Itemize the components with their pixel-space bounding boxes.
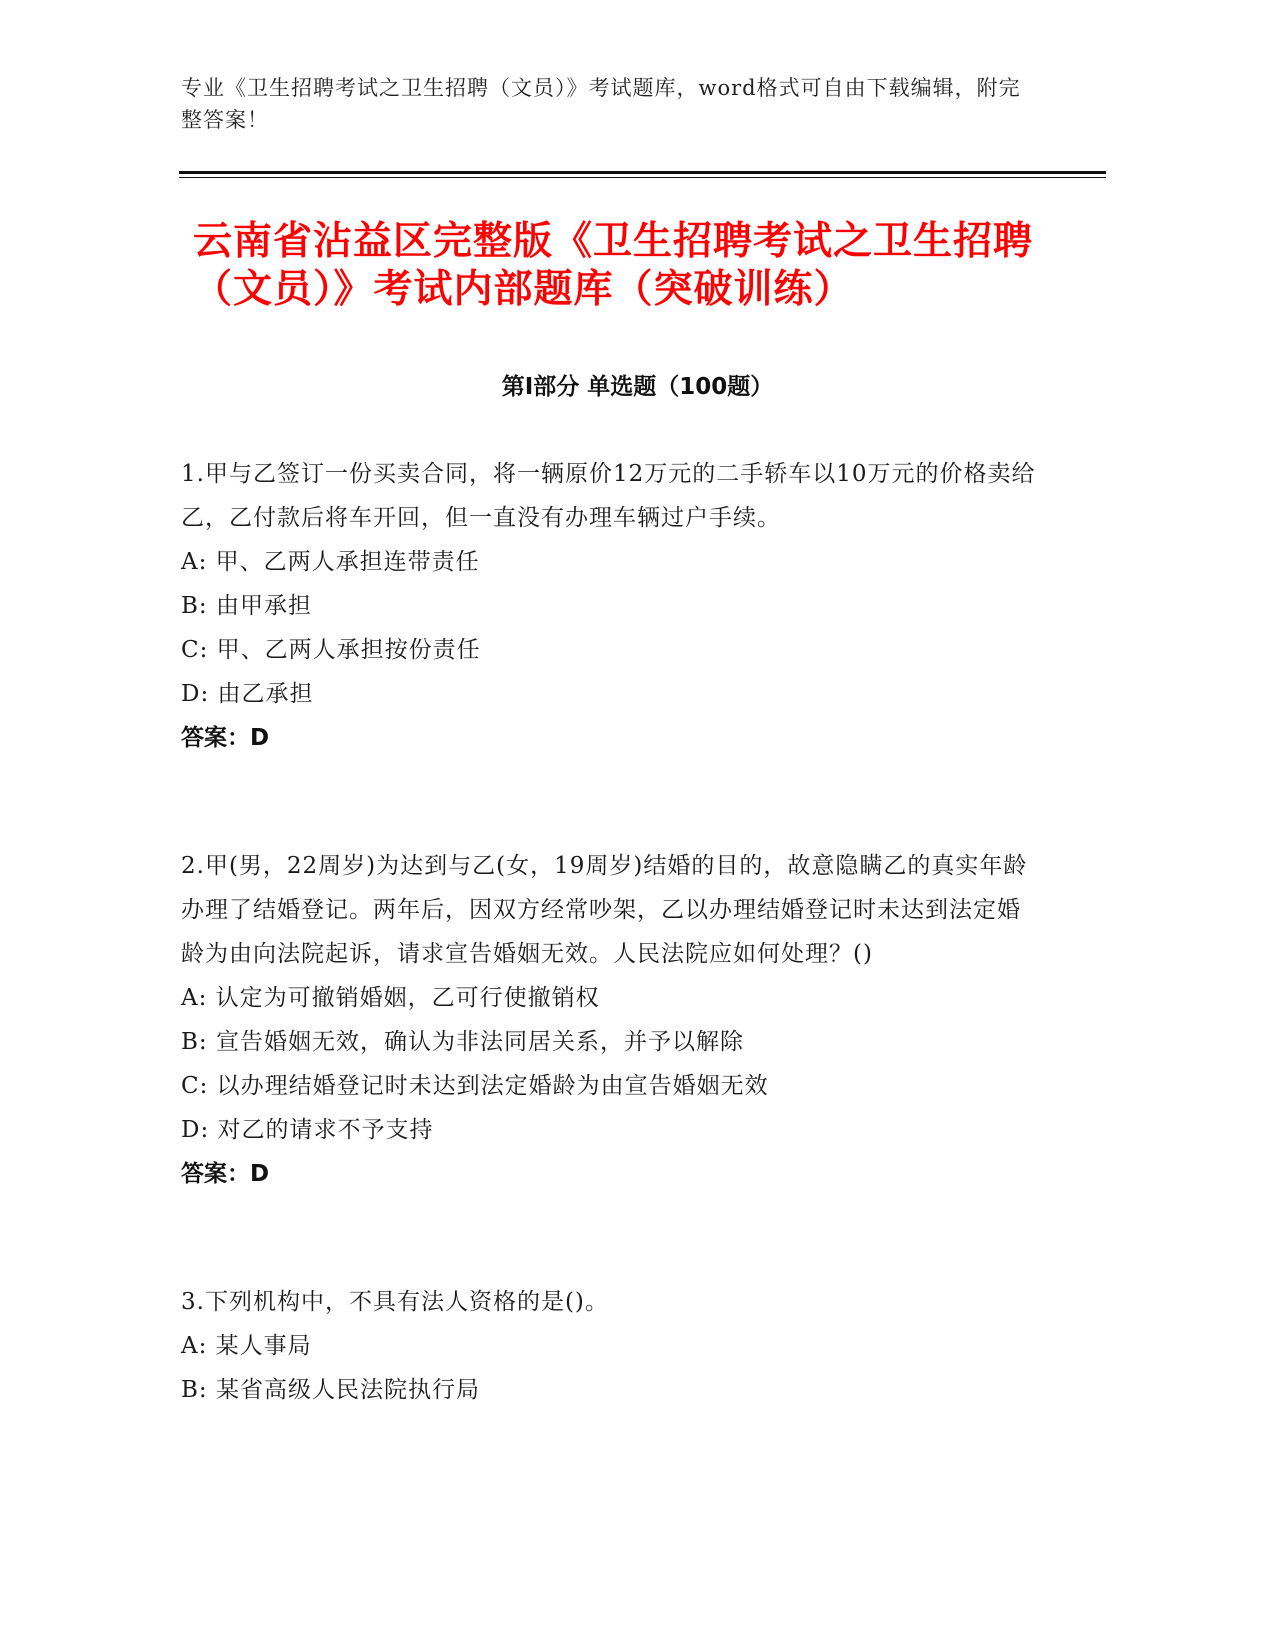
question-stem: 2.甲(男，22周岁)为达到与乙(女，19周岁)结婚的目的，故意隐瞒乙的真实年龄办理了结婚登记。两年后，因双方经常吵架，乙以办理结婚登记时未达到法定婚龄为由向法院起诉，请求宣告婚姻无效。人民法院应如何处理？() [181, 853, 1028, 967]
option-b: B: 某省高级人民法院执行局 [181, 1377, 480, 1403]
answer: 答案：D [181, 725, 270, 751]
question-2 [181, 844, 1041, 1196]
question-stem: 3.下列机构中，不具有法人资格的是()。 [181, 1289, 609, 1315]
option-d: D: 由乙承担 [181, 681, 314, 707]
option-c: C: 以办理结婚登记时未达到法定婚龄为由宣告婚姻无效 [181, 1073, 769, 1099]
question-stem: 1.甲与乙签订一份买卖合同，将一辆原价12万元的二手轿车以10万元的价格卖给乙，乙付款后将车开回，但一直没有办理车辆过户手续。 [181, 461, 1036, 531]
document-title: 云南省沾益区完整版《卫生招聘考试之卫生招聘（文员）》考试内部题库（突破训练） [193, 219, 1034, 312]
header-divider-thin [179, 177, 1106, 178]
header-divider-thick [179, 171, 1106, 174]
answer: 答案：D [181, 1161, 270, 1187]
question-3 [181, 1280, 1041, 1412]
option-b: B: 由甲承担 [181, 593, 312, 619]
option-c: C: 甲、乙两人承担按份责任 [181, 637, 481, 663]
option-d: D: 对乙的请求不予支持 [181, 1117, 434, 1143]
question-1 [181, 452, 1041, 760]
header-note: 专业《卫生招聘考试之卫生招聘（文员）》考试题库，word格式可自由下载编辑，附完整答案！ [181, 76, 1021, 132]
section-title: 第Ⅰ部分 单选题（100题） [501, 374, 774, 400]
option-b: B: 宣告婚姻无效，确认为非法同居关系，并予以解除 [181, 1029, 744, 1055]
option-a: A: 某人事局 [181, 1333, 312, 1359]
option-a: A: 甲、乙两人承担连带责任 [181, 549, 480, 575]
option-a: A: 认定为可撤销婚姻，乙可行使撤销权 [181, 985, 600, 1011]
